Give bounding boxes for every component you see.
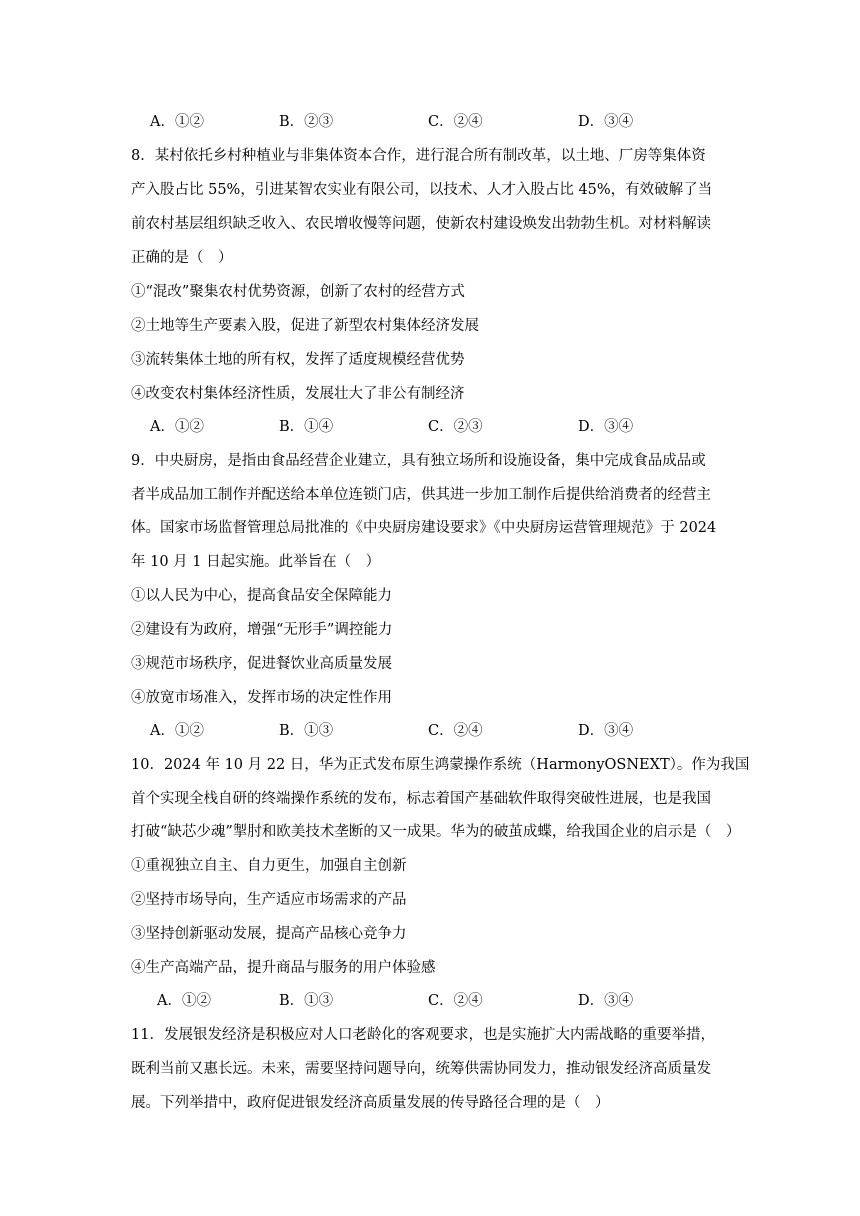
q10-statement-1: ①重视独立自主、自力更生，加强自主创新 — [131, 858, 407, 874]
q11-stem-line-3: 展。下列举措中，政府促进银发经济高质量发展的传导路径合理的是（ ） — [131, 1095, 610, 1111]
q9-statement-4: ④放宽市场准入，发挥市场的决定性作用 — [131, 690, 392, 706]
q8-option-c: C．②③ — [428, 419, 483, 435]
q8-options — [150, 417, 710, 437]
q8-option-a: A．①② — [150, 419, 204, 435]
q9-stem-line-1: 9．中央厨房，是指由食品经营企业建立，具有独立场所和设施设备，集中完成食品成品或 — [131, 453, 706, 469]
q10-stem-line-3: 打破“缺芯少魂”掣肘和欧美技术垄断的又一成果。华为的破茧成蝶，给我国企业的启示是（ ） — [131, 824, 741, 840]
q8-stem-line-2: 产入股占比 55%，引进某智农实业有限公司，以技术、人才入股占比 45%，有效破解了当 — [131, 182, 713, 198]
q8-statement-1: ①“混改”聚集农村优势资源，创新了农村的经营方式 — [131, 284, 465, 300]
q9-options — [150, 721, 710, 741]
q10-stem-line-1: 10．2024 年 10 月 22 日，华为正式发布原生鸿蒙操作系统（HarmonyOSNEXT）。作为我国 — [131, 757, 750, 773]
q10-statement-3: ③坚持创新驱动发展，提高产品核心竞争力 — [131, 926, 407, 942]
q10-option-a: A．①② — [157, 993, 211, 1009]
q9-option-d: D．③④ — [578, 723, 634, 739]
q9-option-a: A．①② — [150, 723, 204, 739]
q10-statement-4: ④生产高端产品，提升商品与服务的用户体验感 — [131, 960, 436, 976]
q8-option-d: D．③④ — [578, 419, 634, 435]
q10-option-b: B．①③ — [279, 993, 334, 1009]
q9-stem-line-2: 者半成品加工制作并配送给本单位连锁门店，供其进一步加工制作后提供给消费者的经营主 — [131, 487, 711, 503]
q9-stem-line-3: 体。国家市场监督管理总局批准的《中央厨房建设要求》《中央厨房运营管理规范》于 2024 — [131, 520, 717, 536]
q10-option-c: C．②④ — [428, 993, 483, 1009]
q9-stem-line-4: 年 10 月 1 日起实施。此举旨在（ ） — [131, 554, 381, 570]
q10-stem-line-2: 首个实现全栈自研的终端操作系统的发布，标志着国产基础软件取得突破性进展，也是我国 — [131, 791, 711, 807]
q8-statement-2: ②土地等生产要素入股，促进了新型农村集体经济发展 — [131, 318, 479, 334]
q8-stem-line-3: 前农村基层组织缺乏收入、农民增收慢等问题，使新农村建设焕发出勃勃生机。对材料解读 — [131, 216, 711, 232]
q9-option-b: B．①③ — [279, 723, 334, 739]
q11-stem-line-1: 11．发展银发经济是积极应对人口老龄化的客观要求，也是实施扩大内需战略的重要举措， — [131, 1027, 715, 1043]
q9-statement-1: ①以人民为中心，提高食品安全保障能力 — [131, 588, 392, 604]
q8-option-b: B．①④ — [279, 419, 334, 435]
q7-option-b: B．②③ — [279, 114, 334, 130]
q8-statement-3: ③流转集体土地的所有权，发挥了适度规模经营优势 — [131, 352, 465, 368]
q7-option-c: C．②④ — [428, 114, 483, 130]
q9-statement-3: ③规范市场秩序，促进餐饮业高质量发展 — [131, 656, 392, 672]
q11-stem-line-2: 既利当前又惠长远。未来，需要坚持问题导向，统筹供需协同发力，推动银发经济高质量发 — [131, 1061, 711, 1077]
q8-stem-line-4: 正确的是（ ） — [131, 250, 233, 266]
q10-options — [157, 991, 717, 1011]
q10-statement-2: ②坚持市场导向，生产适应市场需求的产品 — [131, 892, 407, 908]
q8-statement-4: ④改变农村集体经济性质，发展壮大了非公有制经济 — [131, 386, 465, 402]
q9-option-c: C．②④ — [428, 723, 483, 739]
q8-stem-line-1: 8．某村依托乡村种植业与非集体资本合作，进行混合所有制改革，以土地、厂房等集体资 — [131, 148, 706, 164]
q10-option-d: D．③④ — [578, 993, 634, 1009]
q7-option-d: D．③④ — [578, 114, 634, 130]
q7-options — [150, 112, 710, 132]
q7-option-a: A．①② — [150, 114, 204, 130]
q9-statement-2: ②建设有为政府，增强“无形手”调控能力 — [131, 622, 393, 638]
